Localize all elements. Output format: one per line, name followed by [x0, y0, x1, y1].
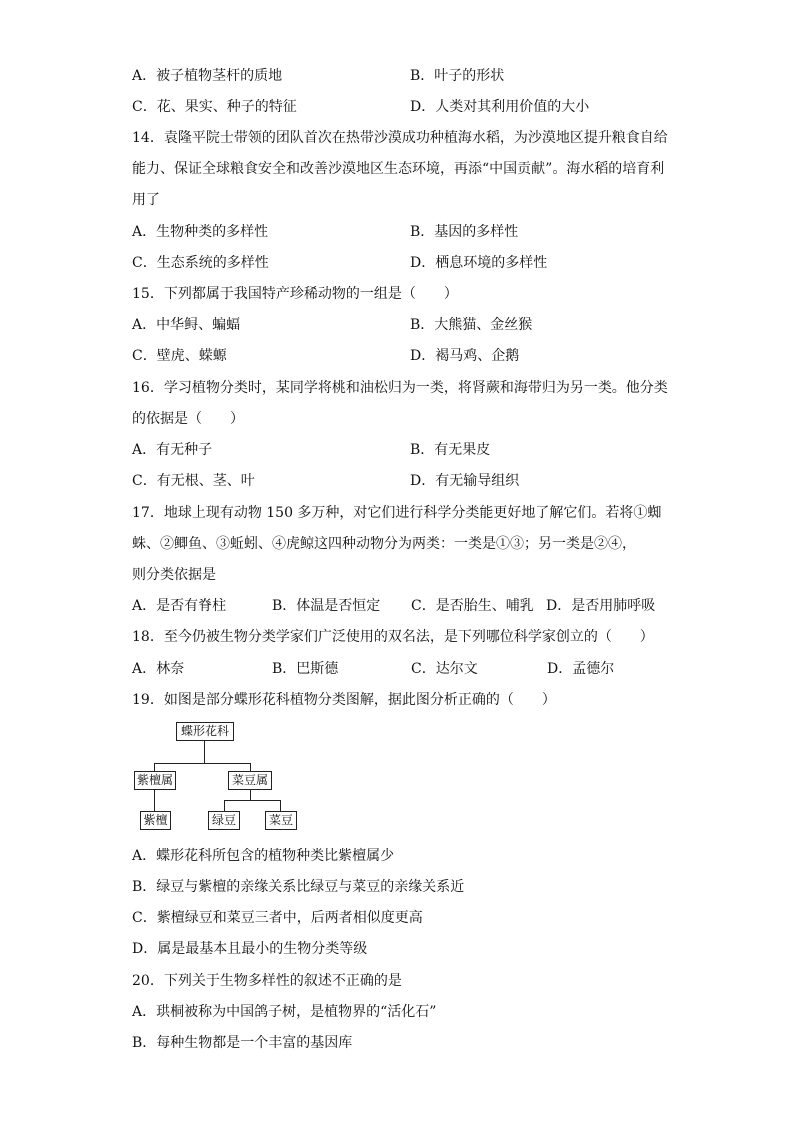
q13-option-a: A．被子植物茎杆的质地 — [132, 68, 283, 84]
q17-stem-line-3: 则分类依据是 — [132, 567, 216, 583]
q14-stem-line-1: 14．袁隆平院士带领的团队首次在热带沙漠成功种植海水稻，为沙漠地区提升粮食自给 — [132, 130, 668, 146]
q15-option-a: A．中华鲟、蝙蝠 — [132, 317, 241, 333]
q15-option-c: C．壁虎、蝾螈 — [132, 348, 227, 364]
q14-option-b: B．基因的多样性 — [410, 224, 519, 240]
q17-option-c: C．是否胎生、哺乳 — [411, 598, 534, 614]
q15-stem: 15．下列都属于我国特产珍稀动物的一组是（ ） — [132, 286, 458, 302]
q17-option-a: A．是否有脊柱 — [132, 598, 227, 614]
family-box: 蝶形花科 — [176, 722, 234, 741]
q19-stem: 19．如图是部分蝶形花科植物分类图解，据此图分析正确的（ ） — [132, 692, 556, 708]
q13-option-c: C．花、果实、种子的特征 — [132, 99, 297, 115]
q16-option-c: C．有无根、茎、叶 — [132, 473, 255, 489]
classification-diagram — [132, 722, 312, 834]
q17-stem-line-1: 17．地球上现有动物 150 多万种，对它们进行科学分类能更好地了解它们。若将①蜘 — [132, 505, 662, 521]
q18-stem: 18．至今仍被生物分类学家们广泛使用的双名法，是下列哪位科学家创立的（ ） — [132, 629, 654, 645]
q19-option-a: A．蝶形花科所包含的植物种类比紫檀属少 — [132, 848, 395, 864]
q16-option-d: D．有无输导组织 — [410, 473, 520, 489]
q20-option-b: B．每种生物都是一个丰富的基因库 — [132, 1035, 353, 1051]
q16-option-a: A．有无种子 — [132, 442, 213, 458]
species-box-lvdou: 绿豆 — [208, 811, 240, 830]
diagram-connector — [250, 789, 251, 800]
diagram-connector — [224, 800, 281, 801]
q20-option-a: A．珙桐被称为中国鸽子树，是植物界的“活化石” — [132, 1004, 437, 1020]
q14-stem-line-2: 能力、保证全球粮食安全和改善沙漠地区生态环境，再添“中国贡献”。海水稻的培育利 — [132, 161, 665, 177]
q14-stem-line-3: 用了 — [132, 192, 160, 208]
q16-stem-line-1: 16．学习植物分类时，某同学将桃和油松归为一类，将肾蕨和海带归为另一类。他分类 — [132, 380, 668, 396]
diagram-connector — [280, 800, 281, 811]
q16-stem-line-2: 的依据是（ ） — [132, 411, 244, 427]
q18-option-d: D．孟德尔 — [547, 661, 615, 677]
diagram-connector — [250, 763, 251, 771]
q19-option-c: C．紫檀绿豆和菜豆三者中，后两者相似度更高 — [132, 910, 423, 926]
q18-option-a: A．林奈 — [132, 661, 185, 677]
q20-stem: 20．下列关于生物多样性的叙述不正确的是 — [132, 973, 402, 989]
q19-option-b: B．绿豆与紫檀的亲缘关系比绿豆与菜豆的亲缘关系近 — [132, 879, 465, 895]
diagram-connector — [204, 740, 205, 763]
species-box-zitan: 紫檀 — [140, 811, 171, 830]
diagram-connector — [154, 763, 155, 771]
q15-option-b: B．大熊猫、金丝猴 — [410, 317, 533, 333]
q18-option-c: C．达尔文 — [411, 661, 478, 677]
genus-box-zitan: 紫檀属 — [134, 771, 176, 790]
q16-option-b: B．有无果皮 — [410, 442, 491, 458]
diagram-connector — [154, 763, 251, 764]
q19-option-d: D．属是最基本且最小的生物分类等级 — [132, 941, 368, 957]
q15-option-d: D．褐马鸡、企鹅 — [410, 348, 520, 364]
q13-option-d: D．人类对其利用价值的大小 — [410, 99, 590, 115]
q18-option-b: B．巴斯德 — [272, 661, 339, 677]
diagram-connector — [154, 789, 155, 811]
species-box-caidou: 菜豆 — [265, 811, 297, 830]
diagram-connector — [224, 800, 225, 811]
q14-option-d: D．栖息环境的多样性 — [410, 255, 548, 271]
q17-option-d: D．是否用肺呼吸 — [546, 598, 656, 614]
q14-option-c: C．生态系统的多样性 — [132, 255, 269, 271]
genus-box-caidou: 菜豆属 — [228, 771, 272, 790]
q17-stem-line-2: 蛛、②鲫鱼、③蚯蚓、④虎鲸这四种动物分为两类：一类是①③；另一类是②④， — [132, 536, 636, 552]
q13-option-b: B．叶子的形状 — [410, 68, 505, 84]
q17-option-b: B．体温是否恒定 — [272, 598, 381, 614]
q14-option-a: A．生物种类的多样性 — [132, 224, 269, 240]
